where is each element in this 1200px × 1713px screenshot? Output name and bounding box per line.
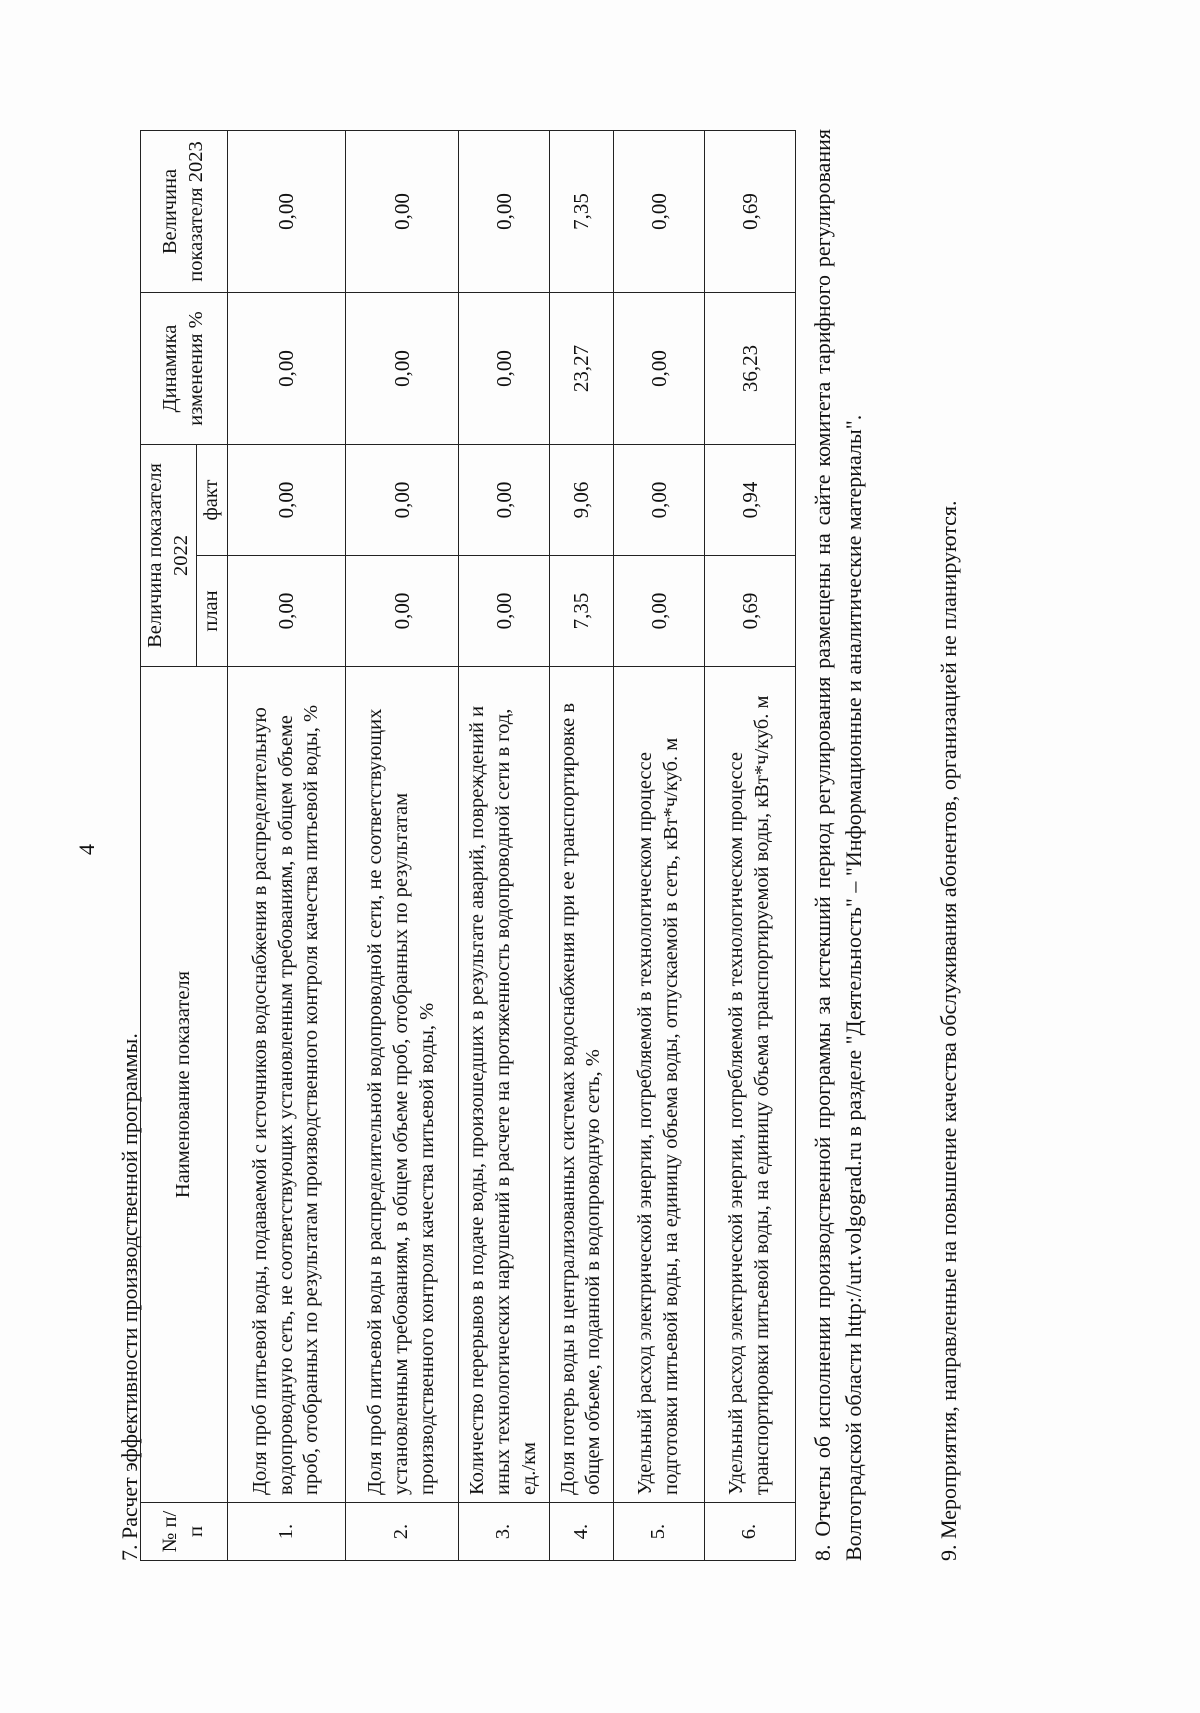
row-fact-value: 9,06 [549, 445, 613, 556]
header-fact: факт [197, 445, 228, 556]
row-fact-value: 0,00 [613, 445, 704, 556]
row-plan-value: 0,00 [613, 556, 704, 667]
row-dynamics-value: 36,23 [704, 293, 795, 445]
row-indicator-name: Удельный расход электрической энергии, потребляемой в технологическом процессе транспортировки питьевой воды, на единицу объема транспортируемой воды, кВт*ч/куб. м [704, 667, 795, 1503]
row-number: 5. [613, 1503, 704, 1561]
table-row [613, 131, 704, 1561]
row-2023-value: 0,00 [227, 131, 345, 293]
row-number: 1. [227, 1503, 345, 1561]
row-fact-value: 0,00 [458, 445, 549, 556]
row-dynamics-value: 0,00 [458, 293, 549, 445]
table-row [704, 131, 795, 1561]
section-9-paragraph: 9. Мероприятия, направленные на повышение качества обслуживания абонентов, организацией не планируются. [936, 500, 961, 1561]
row-number: 2. [345, 1503, 458, 1561]
row-plan-value: 0,69 [704, 556, 795, 667]
row-indicator-name: Удельный расход электрической энергии, потребляемой в технологическом процессе подготовки питьевой воды, на единицу объема воды, отпускаемой в сеть, кВт*ч/куб. м [613, 667, 704, 1503]
table-row [227, 131, 345, 1561]
header-name: Наименование показателя [141, 667, 228, 1503]
row-dynamics-value: 0,00 [613, 293, 704, 445]
table-row [549, 131, 613, 1561]
row-plan-value: 0,00 [227, 556, 345, 667]
header-plan: план [197, 556, 228, 667]
row-2023-value: 0,00 [458, 131, 549, 293]
row-indicator-name: Доля проб питьевой воды в распределительной водопроводной сети, не соответствующих установленным требованиям, в общем объеме проб, отобранных по результатам производственного контроля качества питьевой воды, % [345, 667, 458, 1503]
header-value-2023: Величина показателя 2023 [141, 131, 228, 293]
row-2023-value: 0,00 [345, 131, 458, 293]
table-row [458, 131, 549, 1561]
header-number: № п/п [141, 1503, 228, 1561]
row-plan-value: 7,35 [549, 556, 613, 667]
row-fact-value: 0,00 [345, 445, 458, 556]
efficiency-table [140, 130, 796, 1561]
row-indicator-name: Количество перерывов в подаче воды, произошедших в результате аварий, повреждений и иных технологических нарушений в расчете на протяженность водопроводной сети в год, ед./км [458, 667, 549, 1503]
header-dynamics: Динамика изменения % [141, 293, 228, 445]
row-fact-value: 0,94 [704, 445, 795, 556]
row-2023-value: 7,35 [549, 131, 613, 293]
table-header-row [141, 131, 197, 1561]
row-2023-value: 0,69 [704, 131, 795, 293]
row-plan-value: 0,00 [458, 556, 549, 667]
table-row [345, 131, 458, 1561]
row-dynamics-value: 0,00 [227, 293, 345, 445]
section-7-title: 7. Расчет эффективности производственной программы. [117, 1033, 142, 1561]
section-8-paragraph: 8. Отчеты об исполнении производственной программы за истекший период регулирования размещены на сайте комитета тарифного регулирования Волгоградской области http://urt.volgograd.ru в разделе "Деятельность" – "Информационные и аналитические материалы". [810, 129, 866, 1561]
row-number: 3. [458, 1503, 549, 1561]
row-2023-value: 0,00 [613, 131, 704, 293]
row-indicator-name: Доля проб питьевой воды, подаваемой с источников водоснабжения в распределительную водопроводную сеть, не соответствующих установленным требованиям, в общем объеме проб, отобранных по результатам производственного контроля качества питьевой воды, % [227, 667, 345, 1503]
row-fact-value: 0,00 [227, 445, 345, 556]
row-dynamics-value: 23,27 [549, 293, 613, 445]
header-value-2022: Величина показателя 2022 [141, 445, 197, 667]
row-plan-value: 0,00 [345, 556, 458, 667]
row-dynamics-value: 0,00 [345, 293, 458, 445]
row-number: 6. [704, 1503, 795, 1561]
row-number: 4. [549, 1503, 613, 1561]
row-indicator-name: Доля потерь воды в централизованных системах водоснабжения при ее транспортировке в общем объеме, поданной в водопроводную сеть, % [549, 667, 613, 1503]
page-number: 4 [74, 844, 99, 855]
